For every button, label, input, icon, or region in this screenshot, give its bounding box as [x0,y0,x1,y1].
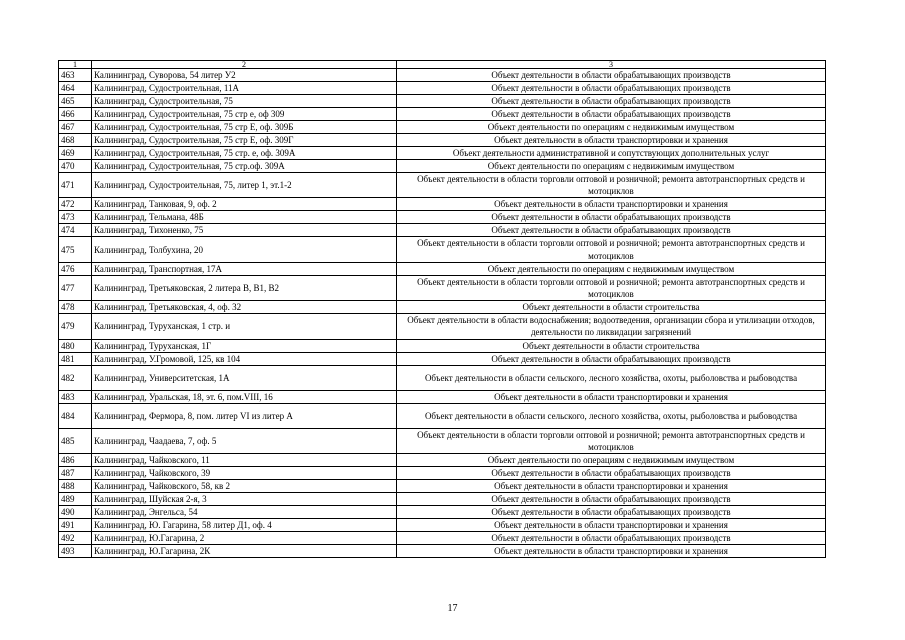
row-address: Калининград, Судостроительная, 75 [92,95,397,108]
row-address: Калининград, Чайковского, 58, кв 2 [92,480,397,493]
table-row [59,532,826,545]
row-activity: Объект деятельности в области транспортировки и хранения [397,480,826,493]
row-activity: Объект деятельности в области транспортировки и хранения [397,519,826,532]
row-number: 467 [59,121,92,134]
row-address: Калининград, Чаадаева, 7, оф. 5 [92,428,397,453]
row-activity: Объект деятельности в области транспортировки и хранения [397,198,826,211]
row-activity: Объект деятельности в области обрабатывающих производств [397,69,826,82]
row-address: Калининград, Уральская, 18, эт. 6, пом.VIII, 16 [92,390,397,403]
row-address: Калининград, Судостроительная, 75, литер 1, эт.1-2 [92,173,397,198]
row-activity: Объект деятельности в области обрабатывающих производств [397,493,826,506]
row-activity: Объект деятельности в области обрабатывающих производств [397,224,826,237]
row-address: Калининград, Фермора, 8, пом. литер VI из литер А [92,403,397,428]
row-activity: Объект деятельности по операциям с недвижимым имуществом [397,454,826,467]
table-row [59,173,826,198]
row-address: Калининград, Тихоненко, 75 [92,224,397,237]
row-number: 463 [59,69,92,82]
row-address: Калининград, Судостроительная, 75 стр. е, оф. 309А [92,147,397,160]
row-number: 470 [59,160,92,173]
row-address: Калининград, Транспортная, 17А [92,262,397,275]
row-number: 490 [59,506,92,519]
table-row [59,69,826,82]
table-row [59,160,826,173]
row-activity: Объект деятельности в области строительства [397,339,826,352]
row-activity: Объект деятельности в области обрабатывающих производств [397,108,826,121]
row-address: Калининград, Третьяковская, 4, оф. 32 [92,301,397,314]
table-row [59,365,826,390]
row-number: 487 [59,467,92,480]
row-address: Калининград, Танковая, 9, оф. 2 [92,198,397,211]
row-address: Калининград, Судостроительная, 75 стр Е, оф. 309Г [92,134,397,147]
row-address: Калининград, Университетская, 1А [92,365,397,390]
row-number: 489 [59,493,92,506]
registry-table-body [59,61,826,558]
row-activity: Объект деятельности в области сельского, лесного хозяйства, охоты, рыболовства и рыбоводства [397,365,826,390]
row-number: 468 [59,134,92,147]
row-address: Калининград, Туруханская, 1 стр. и [92,314,397,339]
row-address: Калининград, Ю.Гагарина, 2К [92,545,397,558]
table-row [59,545,826,558]
table-row [59,95,826,108]
table-row [59,339,826,352]
row-activity: Объект деятельности административной и сопутствующих дополнительных услуг [397,147,826,160]
table-row [59,262,826,275]
row-number: 472 [59,198,92,211]
row-activity: Объект деятельности в области торговли оптовой и розничной; ремонта автотранспортных средств и мотоциклов [397,173,826,198]
row-address: Калининград, У.Громовой, 125, кв 104 [92,352,397,365]
row-number: 469 [59,147,92,160]
row-number: 484 [59,403,92,428]
table-row [59,134,826,147]
table-row [59,198,826,211]
table-row [59,390,826,403]
row-address: Калининград, Чайковского, 39 [92,467,397,480]
row-number: 483 [59,390,92,403]
row-number: 485 [59,428,92,453]
table-row [59,506,826,519]
row-activity: Объект деятельности по операциям с недвижимым имуществом [397,160,826,173]
table-header-row [59,61,826,69]
row-address: Калининград, Судостроительная, 75 стр е, оф 309 [92,108,397,121]
row-activity: Объект деятельности в области торговли оптовой и розничной; ремонта автотранспортных средств и мотоциклов [397,237,826,262]
table-row [59,314,826,339]
row-number: 473 [59,211,92,224]
row-activity: Объект деятельности в области торговли оптовой и розничной; ремонта автотранспортных средств и мотоциклов [397,275,826,300]
row-address: Калининград, Судостроительная, 75 стр Е, оф. 309Б [92,121,397,134]
row-activity: Объект деятельности в области обрабатывающих производств [397,467,826,480]
table-row [59,480,826,493]
row-number: 488 [59,480,92,493]
row-number: 491 [59,519,92,532]
table-row [59,237,826,262]
row-address: Калининград, Судостроительная, 75 стр.оф. 309А [92,160,397,173]
table-row [59,224,826,237]
row-number: 474 [59,224,92,237]
row-activity: Объект деятельности в области обрабатывающих производств [397,532,826,545]
row-number: 471 [59,173,92,198]
row-activity: Объект деятельности в области транспортировки и хранения [397,545,826,558]
row-activity: Объект деятельности в области торговли оптовой и розничной; ремонта автотранспортных средств и мотоциклов [397,428,826,453]
header-cell-1: 1 [59,61,92,69]
row-address: Калининград, Судостроительная, 11А [92,82,397,95]
row-address: Калининград, Шуйская 2-я, 3 [92,493,397,506]
row-activity: Объект деятельности по операциям с недвижимым имуществом [397,121,826,134]
row-activity: Объект деятельности в области транспортировки и хранения [397,134,826,147]
row-activity: Объект деятельности в области обрабатывающих производств [397,211,826,224]
table-row [59,454,826,467]
table-row [59,352,826,365]
row-number: 492 [59,532,92,545]
row-number: 465 [59,95,92,108]
table-row [59,493,826,506]
page-number: 17 [447,603,458,614]
table-row [59,211,826,224]
table-row [59,301,826,314]
table-row [59,519,826,532]
row-number: 482 [59,365,92,390]
table-row [59,275,826,300]
header-cell-2: 2 [92,61,397,69]
header-cell-3: 3 [397,61,826,69]
row-address: Калининград, Чайковского, 11 [92,454,397,467]
row-address: Калининград, Ю.Гагарина, 2 [92,532,397,545]
row-activity: Объект деятельности в области обрабатывающих производств [397,82,826,95]
row-address: Калининград, Ю. Гагарина, 58 литер Д1, оф. 4 [92,519,397,532]
row-activity: Объект деятельности в области сельского, лесного хозяйства, охоты, рыболовства и рыбоводства [397,403,826,428]
table-row [59,403,826,428]
row-activity: Объект деятельности в области строительства [397,301,826,314]
table-row [59,428,826,453]
row-activity: Объект деятельности в области водоснабжения; водоотведения, организации сбора и утилизации отходов, деятельности по ликвидации загрязнений [397,314,826,339]
registry-table [58,60,826,558]
row-number: 479 [59,314,92,339]
table-row [59,147,826,160]
row-number: 477 [59,275,92,300]
row-number: 475 [59,237,92,262]
row-activity: Объект деятельности в области обрабатывающих производств [397,506,826,519]
row-activity: Объект деятельности в области обрабатывающих производств [397,95,826,108]
row-number: 480 [59,339,92,352]
table-row [59,467,826,480]
row-address: Калининград, Энгельса, 54 [92,506,397,519]
row-address: Калининград, Суворова, 54 литер У2 [92,69,397,82]
table-row [59,82,826,95]
row-number: 478 [59,301,92,314]
row-activity: Объект деятельности по операциям с недвижимым имуществом [397,262,826,275]
table-row [59,108,826,121]
row-number: 486 [59,454,92,467]
table-row [59,121,826,134]
row-number: 493 [59,545,92,558]
row-address: Калининград, Толбухина, 20 [92,237,397,262]
row-number: 481 [59,352,92,365]
row-address: Калининград, Тельмана, 48Б [92,211,397,224]
row-number: 466 [59,108,92,121]
row-number: 464 [59,82,92,95]
row-address: Калининград, Туруханская, 1Г [92,339,397,352]
row-activity: Объект деятельности в области обрабатывающих производств [397,352,826,365]
row-activity: Объект деятельности в области транспортировки и хранения [397,390,826,403]
row-address: Калининград, Третьяковская, 2 литера В, В1, В2 [92,275,397,300]
row-number: 476 [59,262,92,275]
